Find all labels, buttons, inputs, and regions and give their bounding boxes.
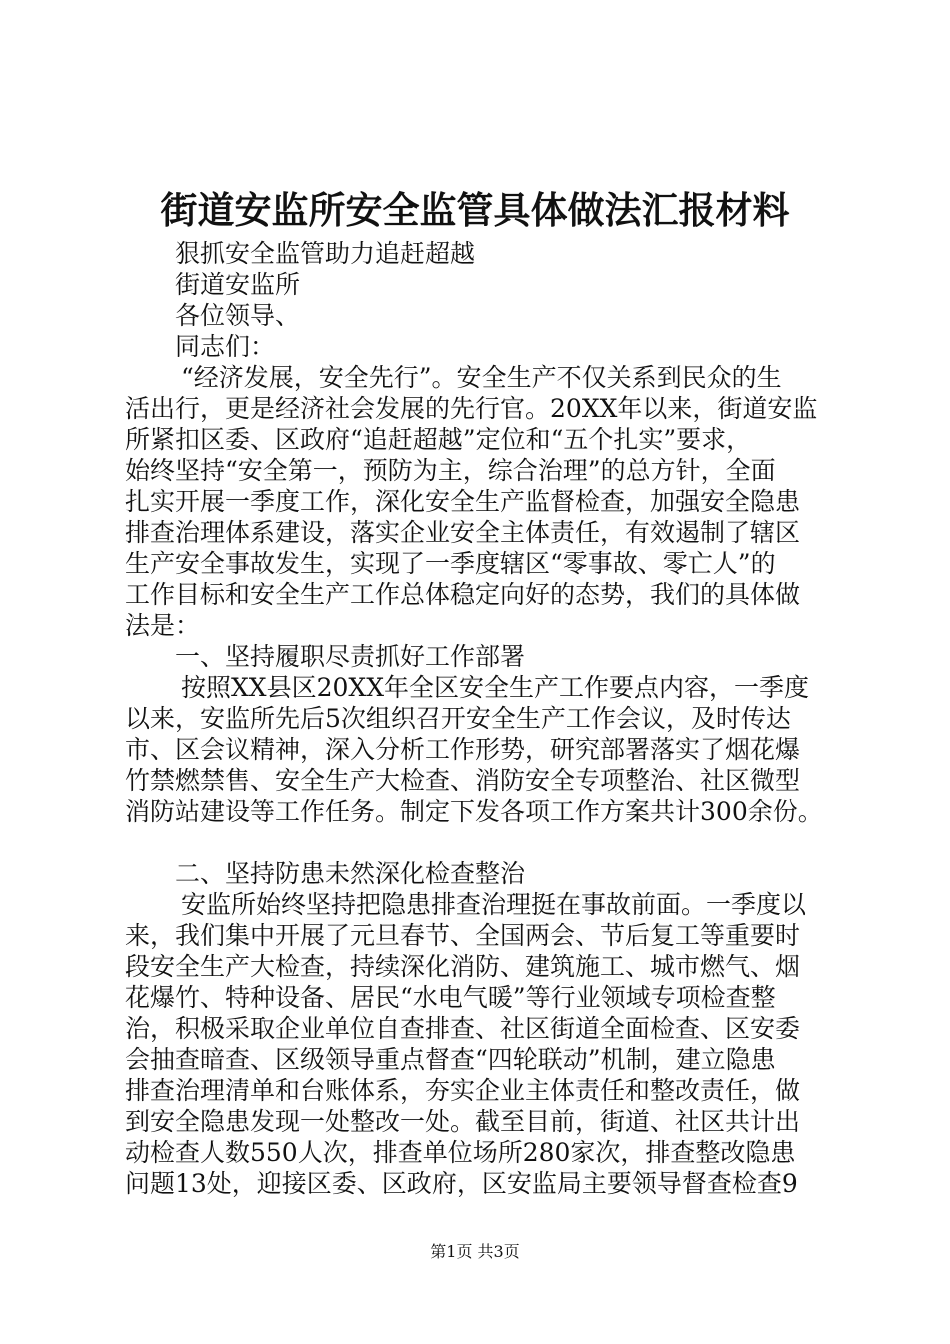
paragraph-gap <box>125 827 835 858</box>
paragraph-line: 市、区会议精神，深入分析工作形势，研究部署落实了烟花爆 <box>125 735 801 764</box>
paragraph-line: “经济发展，安全先行”。安全生产不仅关系到民众的生 <box>181 363 782 392</box>
subtitle-line: 狠抓安全监管助力追赶超越 <box>175 239 476 268</box>
paragraph-line: 按照XX县区20XX年全区安全生产工作要点内容，一季度 <box>181 673 810 702</box>
paragraph-line: 会抽查暗查、区级领导重点督查“四轮联动”机制，建立隐患 <box>125 1045 776 1074</box>
section-heading: 二、坚持防患未然深化检查整治 <box>175 859 526 888</box>
paragraph-line: 来，我们集中开展了元旦春节、全国两会、节后复工等重要时 <box>125 921 801 950</box>
salutation-line: 同志们： <box>175 332 276 361</box>
paragraph-line: 段安全生产大检查，持续深化消防、建筑施工、城市燃气、烟 <box>125 952 801 981</box>
paragraph-line: 消防站建设等工作任务。制定下发各项工作方案共计300余份。 <box>125 797 823 826</box>
page-number: 第1页 共3页 <box>430 1242 520 1261</box>
paragraph-line: 以来，安监所先后5次组织召开安全生产工作会议，及时传达 <box>125 704 791 733</box>
section-heading: 一、坚持履职尽责抓好工作部署 <box>175 642 526 671</box>
paragraph-line: 活出行，更是经济社会发展的先行官。20XX年以来，街道安监 <box>125 394 818 423</box>
paragraph-line: 排查治理清单和台账体系，夯实企业主体责任和整改责任，做 <box>125 1076 801 1105</box>
paragraph-line: 生产安全事故发生，实现了一季度辖区“零事故、零亡人”的 <box>125 549 776 578</box>
paragraph-line: 治，积极采取企业单位自查排查、社区街道全面检查、区安委 <box>125 1014 801 1043</box>
document-body <box>125 238 835 1199</box>
paragraph-line: 动检查人数550人次，排查单位场所280家次，排查整改隐患 <box>125 1138 796 1167</box>
paragraph-line: 花爆竹、特种设备、居民“水电气暖”等行业领域专项检查整 <box>125 983 776 1012</box>
paragraph-line: 扎实开展一季度工作，深化安全生产监督检查，加强安全隐患 <box>125 487 801 516</box>
paragraph-line: 竹禁燃禁售、安全生产大检查、消防安全专项整治、社区微型 <box>125 766 801 795</box>
paragraph-line: 问题13处，迎接区委、区政府，区安监局主要领导督查检查9 <box>125 1169 798 1198</box>
paragraph-line: 安监所始终坚持把隐患排查治理挺在事故前面。一季度以 <box>181 890 807 919</box>
paragraph-line: 始终坚持“安全第一，预防为主，综合治理”的总方针，全面 <box>125 456 776 485</box>
salutation-line: 各位领导、 <box>175 301 301 330</box>
paragraph-line: 工作目标和安全生产工作总体稳定向好的态势，我们的具体做 <box>125 580 801 609</box>
paragraph-line: 法是： <box>125 611 201 640</box>
paragraph-line: 排查治理体系建设，落实企业安全主体责任，有效遏制了辖区 <box>125 518 801 547</box>
author-line: 街道安监所 <box>175 270 301 299</box>
paragraph-line: 到安全隐患发现一处整改一处。截至目前，街道、社区共计出 <box>125 1107 801 1136</box>
document-title: 街道安监所安全监管具体做法汇报材料 <box>160 188 790 232</box>
paragraph-line: 所紧扣区委、区政府“追赶超越”定位和“五个扎实”要求， <box>125 425 752 454</box>
